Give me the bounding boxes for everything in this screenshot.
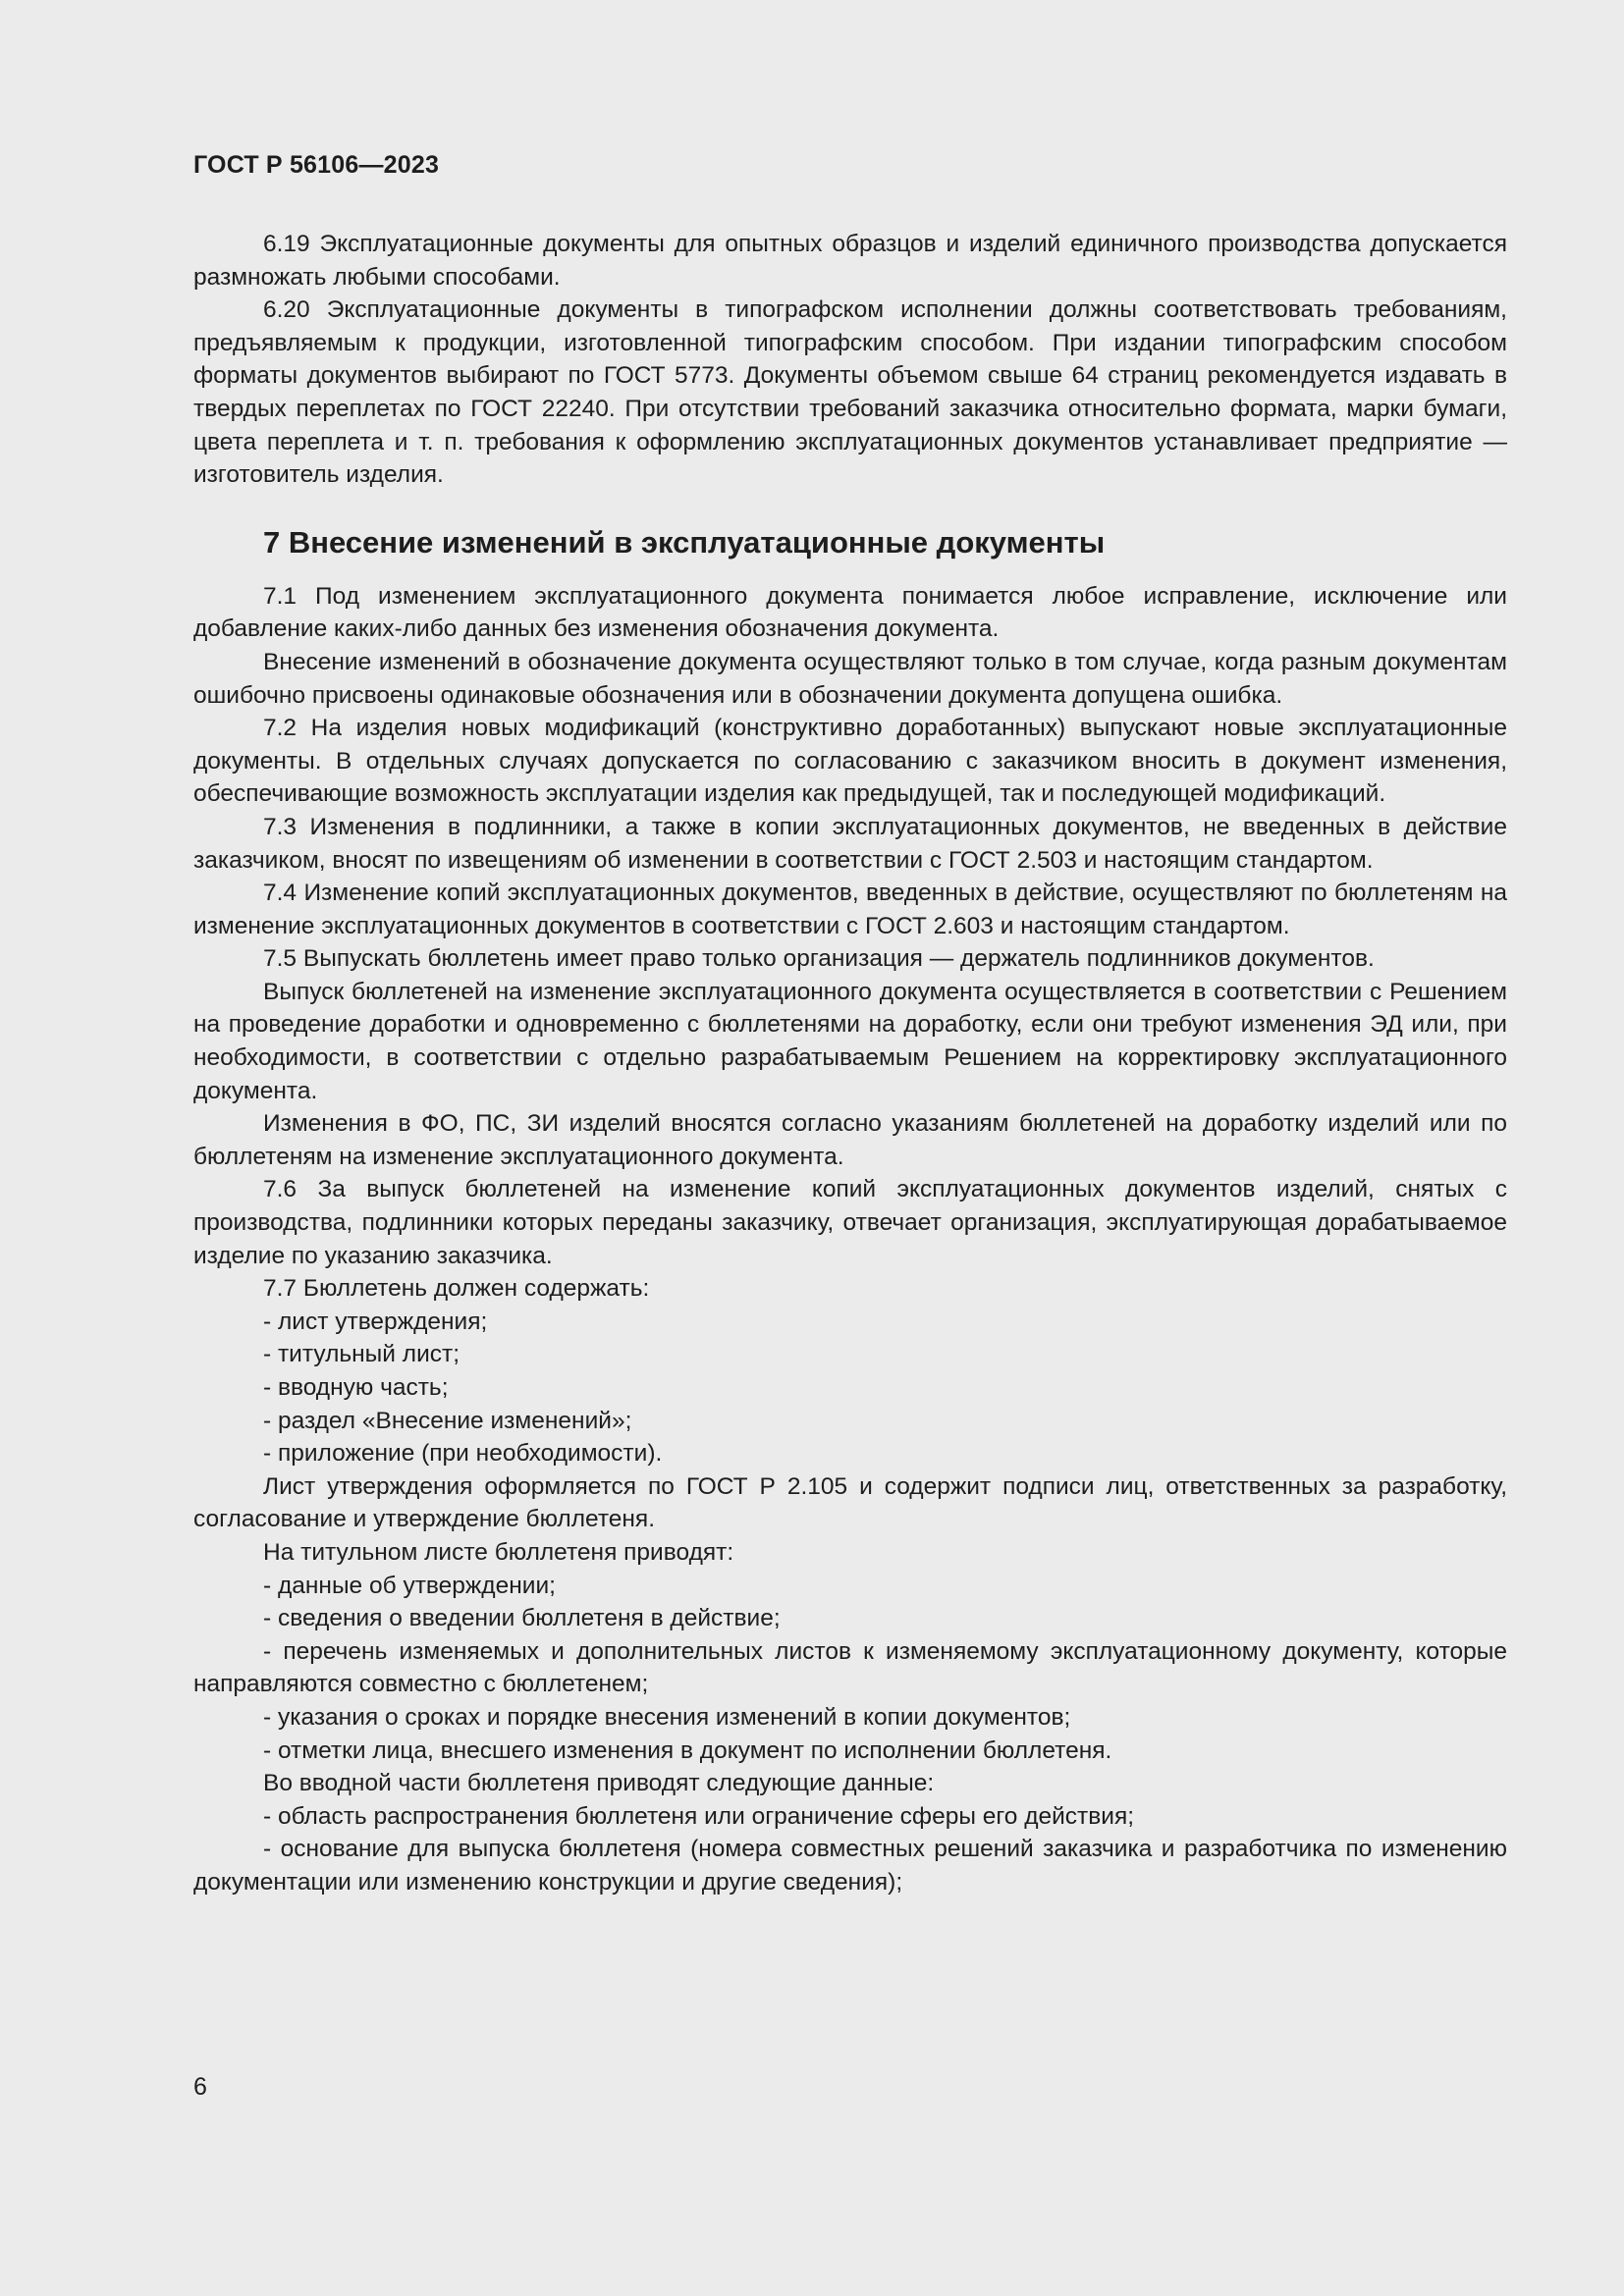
- paragraph: Изменения в ФО, ПС, ЗИ изделий вносятся согласно указаниям бюллетеней на доработку изделий или по бюллетеням на изменение эксплуатационного документа.: [193, 1110, 1507, 1170]
- page-number: 6: [193, 2073, 207, 2101]
- list-item: - основание для выпуска бюллетеня (номера совместных решений заказчика и разработчика по изменению документации или изменению конструкции и другие сведения);: [193, 1836, 1507, 1896]
- section-title: 7 Внесение изменений в эксплуатационные документы: [263, 524, 1106, 560]
- list-item: - титульный лист;: [263, 1341, 460, 1368]
- paragraph-7-6: 7.6 За выпуск бюллетеней на изменение копий эксплуатационных документов изделий, снятых с производства, подлинники которых переданы заказчику, отвечает организация, эксплуатирующая дорабатываемое изделие по указанию заказчика.: [193, 1176, 1507, 1269]
- paragraph-7-4: 7.4 Изменение копий эксплуатационных документов, введенных в действие, осуществляют по бюллетеням на изменение эксплуатационных документов в соответствии с ГОСТ 2.603 и настоящим стандартом.: [193, 880, 1507, 939]
- paragraph-6-20: 6.20 Эксплуатационные документы в типографском исполнении должны соответствовать требованиям, предъявляемым к продукции, изготовленной типографским способом. При издании типографским способом форматы документов выбирают по ГОСТ 5773. Документы объемом свыше 64 страниц рекомендуется издавать в твердых переплетах по ГОСТ 22240. При отсутствии требований заказчика относительно формата, марки бумаги, цвета переплета и т. п. требования к оформлению эксплуатационных документов устанавливает предприятие — изготовитель изделия.: [193, 296, 1507, 489]
- list-item: - отметки лица, внесшего изменения в документ по исполнении бюллетеня.: [263, 1736, 1112, 1764]
- paragraph-6-19: 6.19 Эксплуатационные документы для опытных образцов и изделий единичного производства допускается размножать любыми способами.: [193, 231, 1507, 291]
- paragraph-7-5: 7.5 Выпускать бюллетень имеет право только организация — держатель подлинников документов.: [263, 945, 1375, 973]
- paragraph: Во вводной части бюллетеня приводят следующие данные:: [263, 1770, 935, 1797]
- list-item: - приложение (при необходимости).: [263, 1440, 663, 1468]
- list-item: - указания о сроках и порядке внесения изменений в копии документов;: [263, 1703, 1071, 1731]
- document-code-header: ГОСТ Р 56106—2023: [193, 151, 440, 179]
- list-item: - перечень изменяемых и дополнительных листов к изменяемому эксплуатационному документу, которые направляются совместно с бюллетенем;: [193, 1637, 1507, 1698]
- list-item: - область распространения бюллетеня или ограничение сферы его действия;: [263, 1802, 1135, 1830]
- paragraph-7-3: 7.3 Изменения в подлинники, а также в копии эксплуатационных документов, не введенных в действие заказчиком, вносят по извещениям об изменении в соответствии с ГОСТ 2.503 и настоящим стандартом.: [193, 813, 1507, 874]
- paragraph: На титульном листе бюллетеня приводят:: [263, 1538, 734, 1566]
- list-item: - сведения о введении бюллетеня в действие;: [263, 1605, 781, 1632]
- paragraph: Внесение изменений в обозначение документа осуществляют только в том случае, когда разным документам ошибочно присвоены одинаковые обозначения или в обозначении документа допущена ошибка.: [193, 648, 1507, 709]
- list-item: - раздел «Внесение изменений»;: [263, 1407, 632, 1434]
- list-item: - данные об утверждении;: [263, 1572, 556, 1599]
- paragraph: Выпуск бюллетеней на изменение эксплуатационного документа осуществляется в соответствии с Решением на проведение доработки и одновременно с бюллетенями на доработку, если они требуют изменения ЭД или, при необходимости, в соответствии с отдельно разрабатываемым Решением на корректировку эксплуатационного документа.: [193, 978, 1507, 1104]
- paragraph: Лист утверждения оформляется по ГОСТ Р 2.105 и содержит подписи лиц, ответственных за разработку, согласование и утверждение бюллетеня.: [193, 1472, 1507, 1533]
- document-content: [193, 228, 1507, 1899]
- paragraph-7-7: 7.7 Бюллетень должен содержать:: [263, 1275, 650, 1303]
- list-item: - лист утверждения;: [263, 1308, 488, 1335]
- paragraph-7-1: 7.1 Под изменением эксплуатационного документа понимается любое исправление, исключение или добавление каких-либо данных без изменения обозначения документа.: [193, 582, 1507, 643]
- document-page: [193, 147, 1507, 1899]
- paragraph-7-2: 7.2 На изделия новых модификаций (конструктивно доработанных) выпускают новые эксплуатационные документы. В отдельных случаях допускается по согласованию с заказчиком вносить в документ изменения, обеспечивающие возможность эксплуатации изделия как предыдущей, так и последующей модификаций.: [193, 715, 1507, 808]
- list-item: - вводную часть;: [263, 1374, 449, 1401]
